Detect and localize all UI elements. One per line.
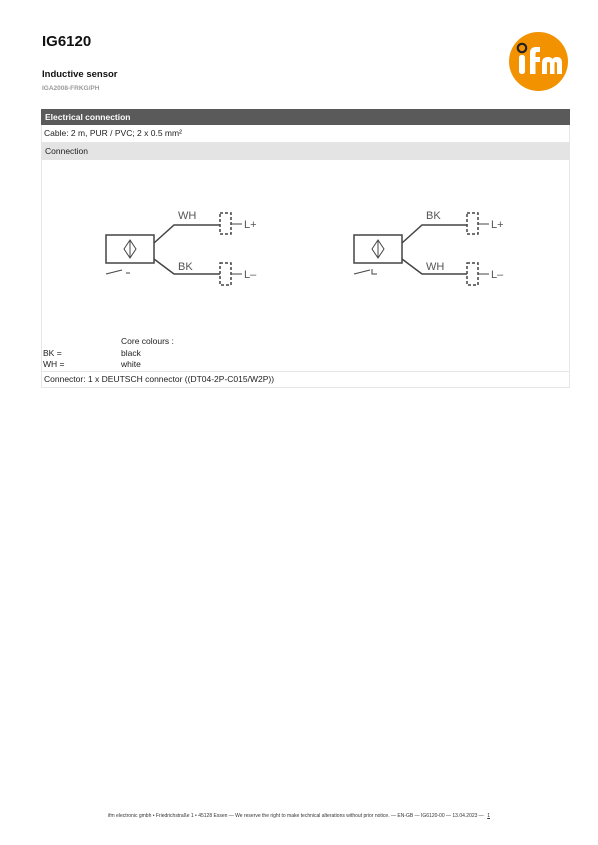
wiring-diagram-left xyxy=(106,213,242,285)
sensor-symbol-left xyxy=(124,240,136,258)
wiring-diagram-right xyxy=(354,213,489,285)
wire-label-bk-right: BK xyxy=(426,210,441,222)
core-colour-name-bk: black xyxy=(121,348,141,358)
cable-spec: Cable: 2 m, PUR / PVC; 2 x 0.5 mm² xyxy=(41,125,570,143)
terminal-leads-right xyxy=(478,224,489,274)
logo-letter-i xyxy=(519,55,525,74)
section-header-electrical: Electrical connection xyxy=(41,109,570,125)
switch-symbol-right xyxy=(354,269,377,274)
switch-symbol-left xyxy=(106,270,130,274)
page-title: IG6120 xyxy=(42,33,92,50)
wire-top-right xyxy=(402,225,467,243)
wiring-diagram xyxy=(100,203,520,293)
core-colours-title: Core colours : xyxy=(121,336,174,346)
terminal-label-lplus-left: L+ xyxy=(244,219,257,231)
footer-text: ifm electronic gmbh • Friedrichstraße 1 • 45128 Essen — We reserve the right to make technical alterations without prior notice. — EN-GB — IG6120-00 — 13.04.2023 — xyxy=(108,813,484,819)
terminal-leads-left xyxy=(231,224,242,274)
wire-label-bk-left: BK xyxy=(178,261,193,273)
terminal-label-lminus-left: L– xyxy=(244,269,257,281)
logo-dot xyxy=(518,44,526,52)
page-number-link[interactable]: 1 xyxy=(487,813,490,819)
terminal-top-left xyxy=(220,213,231,234)
product-subtitle: Inductive sensor xyxy=(42,69,118,80)
wire-top-left xyxy=(154,225,220,243)
terminal-top-right xyxy=(467,213,478,234)
core-colour-name-wh: white xyxy=(121,359,141,369)
core-colour-code-wh: WH = xyxy=(43,359,65,369)
connector-spec: Connector: 1 x DEUTSCH connector ((DT04-2P-C015/W2P)) xyxy=(41,371,570,388)
core-colour-code-bk: BK = xyxy=(43,348,62,358)
terminal-bottom-right xyxy=(467,263,478,285)
wire-label-wh-right: WH xyxy=(426,261,445,273)
terminal-label-lplus-right: L+ xyxy=(491,219,504,231)
page-footer xyxy=(0,813,598,819)
ifm-logo xyxy=(509,32,568,91)
sensor-symbol-right xyxy=(372,240,384,258)
product-code: IGA2008-FRKG/PH xyxy=(42,85,100,92)
wire-label-wh-left: WH xyxy=(178,210,197,222)
terminal-label-lminus-right: L– xyxy=(491,269,504,281)
terminal-bottom-left xyxy=(220,263,231,285)
logo-letter-m xyxy=(542,57,562,74)
connection-subheader: Connection xyxy=(41,143,570,160)
